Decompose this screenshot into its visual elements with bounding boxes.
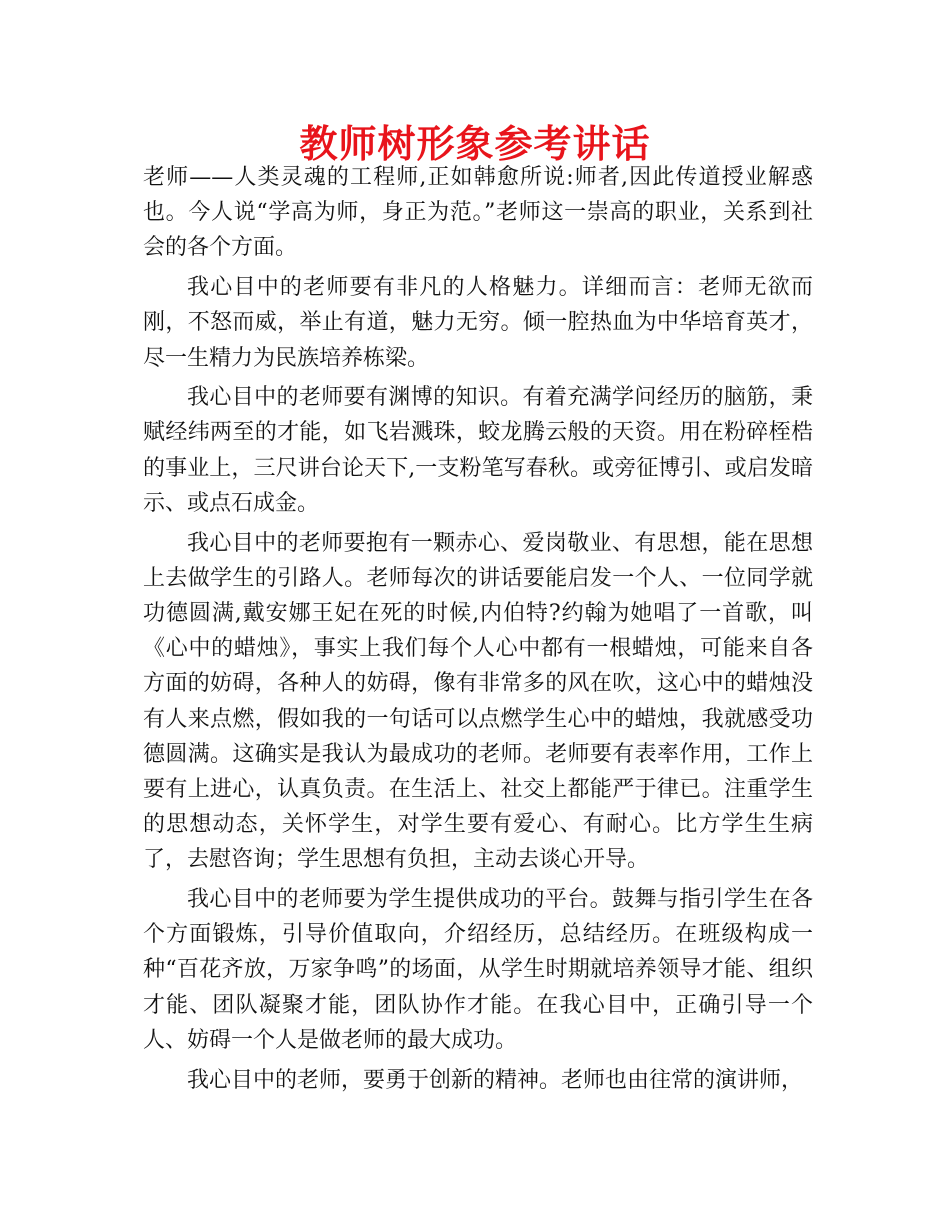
- paragraph-3: 我心目中的老师要有渊博的知识。有着充满学问经历的脑筋，秉赋经纬两至的才能，如飞岩溅珠，蛟龙腾云般的天资。用在粉碎桎梏的事业上，三尺讲台论天下,一支粉笔写春秋。或旁征博引、或启发暗示、或点石成金。: [143, 385, 813, 516]
- document-title: 教师树形象参考讲话: [299, 122, 651, 166]
- paragraph-5: 我心目中的老师要为学生提供成功的平台。鼓舞与指引学生在各个方面锻炼，引导价值取向，介绍经历，总结经历。在班级构成一种“百花齐放，万家争鸣”的场面，从学生时期就培养领导才能、组织才能、团队凝聚才能，团队协作才能。在我心目中，正确引导一个人、妨碍一个人是做老师的最大成功。: [143, 887, 813, 1053]
- paragraph-2: 我心目中的老师要有非凡的人格魅力。详细而言：老师无欲而刚，不怒而威，举止有道，魅力无穷。倾一腔热血为中华培育英才，尽一生精力为民族培养栋梁。: [143, 275, 813, 371]
- paragraph-4: 我心目中的老师要抱有一颗赤心、爱岗敬业、有思想，能在思想上去做学生的引路人。老师每次的讲话要能启发一个人、一位同学就功德圆满,戴安娜王妃在死的时候,内伯特?约翰为她唱了一首歌，叫《心中的蜡烛》，事实上我们每个人心中都有一根蜡烛，可能来自各方面的妨碍，各种人的妨碍，像有非常多的风在吹，这心中的蜡烛没有人来点燃，假如我的一句话可以点燃学生心中的蜡烛，我就感受功德圆满。这确实是我认为最成功的老师。老师要有表率作用，工作上要有上进心，认真负责。在生活上、社交上都能严于律已。注重学生的思想动态，关怀学生，对学生要有爱心、有耐心。比方学生生病了，去慰咨询；学生思想有负担，主动去谈心开导。: [143, 530, 813, 873]
- document-body: [143, 160, 813, 1102]
- paragraph-6: 我心目中的老师，要勇于创新的精神。老师也由往常的演讲师，: [187, 1067, 804, 1093]
- paragraph-1: 老师——人类灵魂的工程师,正如韩愈所说:师者,因此传道授业解惑也。今人说“学高为师，身正为范。”老师这一崇高的职业，关系到社会的各个方面。: [143, 165, 813, 261]
